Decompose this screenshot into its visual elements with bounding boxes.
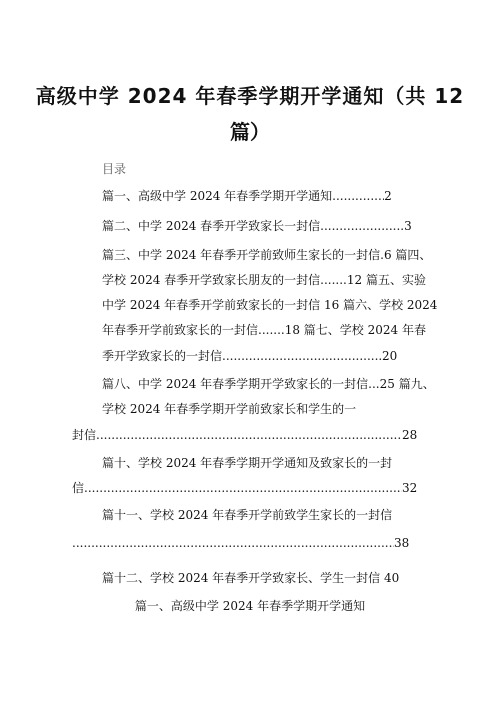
toc-page-number: 32 [402,481,418,495]
toc-leader-dots [332,188,384,204]
toc-entry[interactable] [102,272,426,288]
toc-entry[interactable] [102,322,426,338]
toc-leader-dots [96,427,402,443]
toc-entry[interactable] [102,297,437,313]
toc-entry[interactable] [102,247,431,263]
toc-entry-text: 篇八、中学 2024 年春季学期开学致家长的一封信...25 篇九、 [102,377,435,391]
toc-entry[interactable] [102,218,412,234]
toc-page-number: 3 [404,219,412,233]
toc-entry[interactable] [72,535,409,551]
toc-entry[interactable] [72,427,417,443]
toc-entry[interactable] [72,480,417,496]
toc-entry[interactable] [102,401,356,417]
section-heading: 篇一、高级中学 2024 年春季学期开学通知 [134,599,366,613]
toc-label: 目录 [102,162,127,176]
toc-page-number: 20 [382,349,398,363]
toc-entry-text: 篇二、中学 2024 春季开学致家长一封信 [102,219,321,233]
document-title: 高级中学 2024 年春季学期开学通知（共 12 [35,84,465,108]
toc-entry[interactable] [102,376,435,392]
toc-leader-dots [320,218,404,234]
toc-leader-dots [84,480,402,496]
toc-page-number: 38 [394,536,410,550]
toc-entry-text: 季开学致家长的一封信 [102,349,223,363]
toc-entry-text: 学校 2024 春季开学致家长朋友的一封信.......12 篇五、实验 [102,273,426,287]
document-title-continued: 篇） [230,120,270,144]
toc-entry[interactable] [102,507,392,523]
toc-entry[interactable] [102,455,392,471]
toc-page-number: 28 [402,428,418,442]
toc-entry-text: 信 [72,481,85,495]
toc-entry-text: 学校 2024 年春季学期开学前致家长和学生的一 [102,402,357,416]
toc-page-number: 2 [384,189,392,203]
toc-entry-text: 封信 [72,428,97,442]
toc-entry-text: 篇十一、学校 2024 年春季开学前致学生家长的一封信 [102,508,393,522]
toc-entry[interactable] [102,348,397,364]
toc-entry-text: 篇十二、学校 2024 年春季开学致家长、学生一封信 40 [102,571,400,585]
toc-entry[interactable] [102,570,399,586]
toc-entry-text: 年春季开学前致家长的一封信.......18 篇七、学校 2024 年春 [102,323,426,337]
toc-entry-text: 篇十、学校 2024 年春季学期开学通知及致家长的一封 [102,456,393,470]
toc-leader-dots [222,348,382,364]
toc-leader-dots [72,535,394,551]
toc-entry[interactable] [102,188,402,204]
toc-entry-text: 中学 2024 年春季开学前致家长的一封信 16 篇六、学校 2024 [102,298,438,312]
toc-entry-text: 篇三、中学 2024 年春季开学前致师生家长的一封信.6 篇四、 [102,248,432,262]
toc-entry-text: 篇一、高级中学 2024 年春季学期开学通知 [102,189,333,203]
